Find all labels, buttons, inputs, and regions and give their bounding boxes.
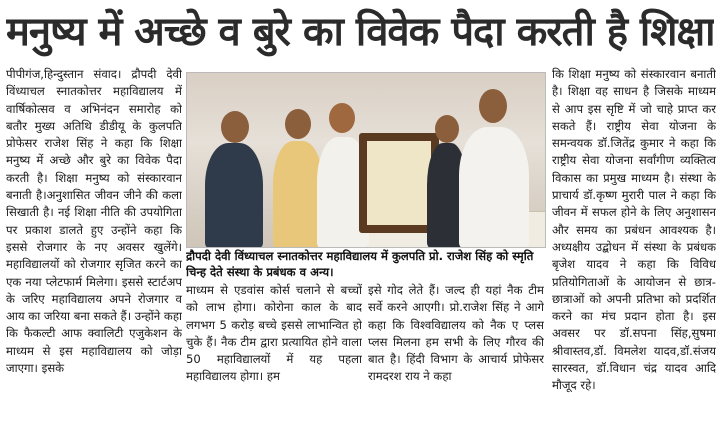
article-column-2: माध्यम से एडवांस कोर्स चलाने से बच्चों को लाभ होगा। कोरोना काल के बाद लगभग 5 करोड़ बच्चे इससे लाभान्वित हो चुके हैं। नैक टीम द्वारा प्रत्यायित होने वाला 50 महाविद्यालयों में यह पहला महाविद्यालय होगा। हम <box>186 283 362 384</box>
photo-caption: द्रौपदी देवी विंध्याचल स्नातकोत्तर महाविद्यालय में कुलपति प्रो. राजेश सिंह को स्मृति चिन्ह देते संस्था के प्रबंधक व अन्य। <box>186 249 534 279</box>
article-column-3: इसे गोद लेते हैं। जल्द ही यहां नैक टीम सर्वे करने आएगी। प्रो.राजेश सिंह ने आगे कहा कि विश्वविद्यालय को नैक ए प्लस प्लस मिलना हम सभी के लिए गौरव की बात है। हिंदी विभाग के आचार्य प्रोफेसर रामदरश राय ने कहा <box>368 283 544 384</box>
news-photo <box>186 72 546 248</box>
person-1-head <box>221 111 249 143</box>
memento-certificate <box>367 141 431 225</box>
person-1 <box>205 143 263 248</box>
article-column-4: कि शिक्षा मनुष्य को संस्कारवान बनाती है। शिक्षा वह साधन है जिसके माध्यम से आप इस सृष्टि में जो चाहे प्राप्त कर सकते हैं। राष्ट्रीय सेवा योजना के समन्वयक डॉ.जितेंद्र कुमार ने कहा कि राष्ट्रीय सेवा योजना सर्वांगीण व्यक्तित्व विकास का प्रमुख माध्यम है। संस्था के प्राचार्य डॉ.कृष्ण मुरारी पाल ने कहा कि जीवन में सफल होने के लिए अनुशासन और समय का प्रबंधन आवश्यक है।अध्यक्षीय उद्बोधन में संस्था के प्रबंधक बृजेश यादव ने कहा कि विविध प्रतियोगिताओं के आयोजन से छात्र- छात्राओं को अपनी प्रतिभा को प्रदर्शित करने का मंच प्रदान होता है। इस अवसर पर डॉ.सपना सिंह,सुषमा श्रीवास्तव,डॉ. विमलेश यादव,डॉ.संजय सारस्वत, डॉ.विधान चंद्र यादव आदि मौजूद रहे। <box>552 67 716 393</box>
person-5 <box>459 127 529 248</box>
headline: मनुष्य में अच्छे व बुरे का विवेक पैदा करती है शिक्षा <box>6 9 714 55</box>
person-3-head <box>329 103 355 133</box>
person-2-head <box>285 109 311 139</box>
person-5-head <box>479 89 507 123</box>
article-column-1: पीपीगंज,हिन्दुस्तान संवाद। द्रौपदी देवी विंध्याचल स्नातकोत्तर महाविद्यालय में वार्षिकोत्सव व अभिनंदन समारोह को बतौर मुख्य अतिथि डीडीयू के कुलपति प्रोफेसर राजेश सिंह ने कहा कि शिक्षा मनुष्य में अच्छे और बुरे का विवेक पैदा करती है। शिक्षा मनुष्य को संस्कारवान बनाती है।अनुशासित जीवन जीने की कला सिखाती है। नई शिक्षा नीति की उपयोगिता पर प्रकाश डालते हुए उन्होंने कहा कि इससे रोजगार के नए अवसर खुलेंगे। महाविद्यालयों को रोजगार सृजित करने का एक नया प्लेटफार्म मिलेगा। इससे स्टार्टअप के जरिए महाविद्यालय अपने रोजगार व आय का जरिया बना सकते हैं। उन्होंने कहा कि फैकल्टी आफ क्वालिटी एजुकेशन के माध्यम से इस महाविद्यालय को जोड़ा जाएगा। इसके <box>6 67 182 376</box>
person-2 <box>273 141 323 248</box>
person-4-head <box>435 115 459 143</box>
